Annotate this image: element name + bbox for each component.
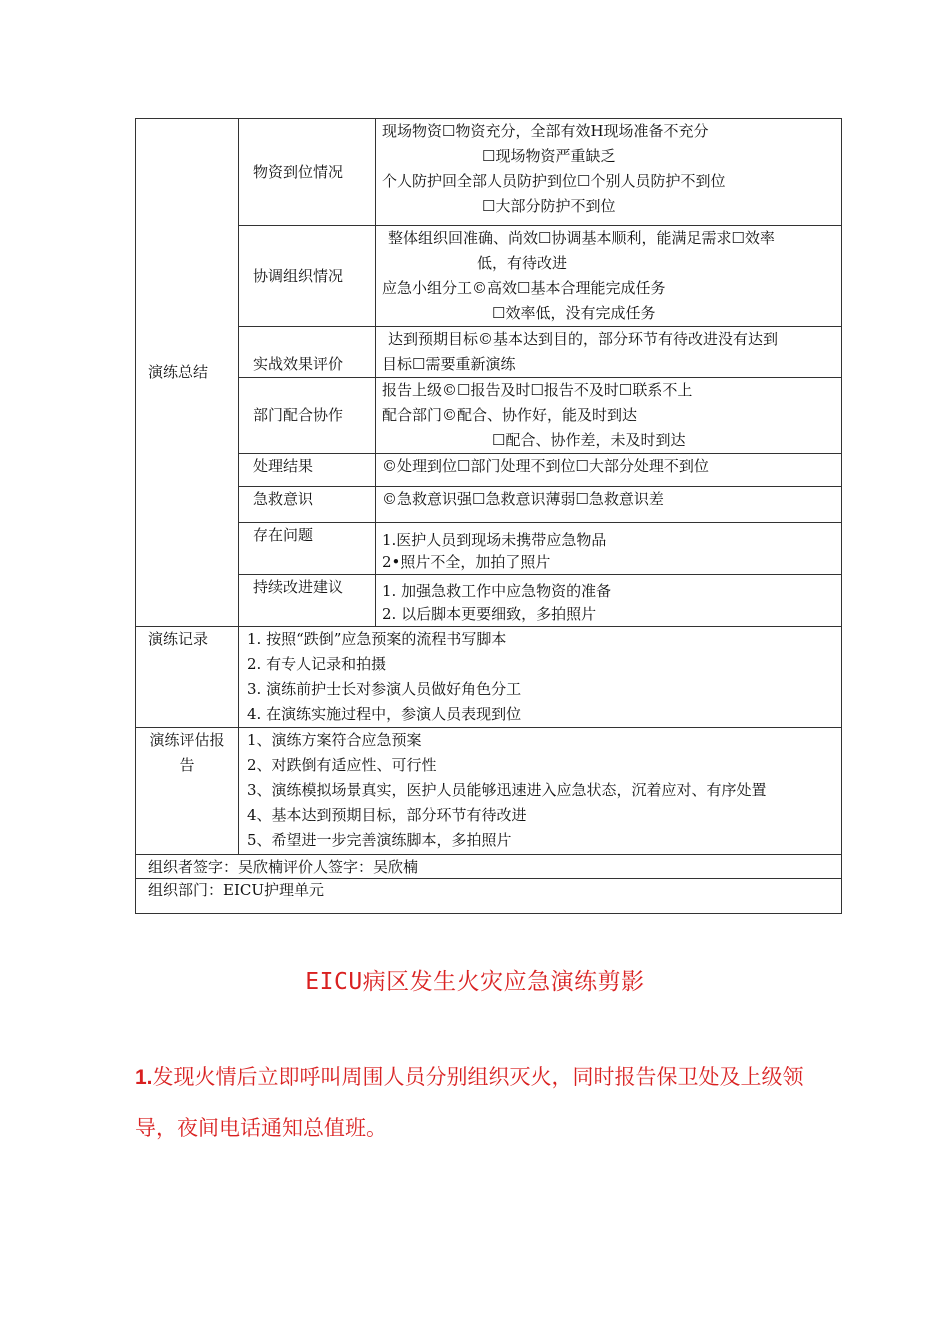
effect-content	[376, 327, 842, 378]
evaluation-label-line-2: 告	[179, 756, 195, 774]
evaluation-item-2: 2、对跌倒有适应性、可行性	[247, 756, 437, 774]
record-label: 演练记录	[136, 627, 239, 728]
row-result	[136, 454, 842, 487]
problems-line-1: 1.医护人员到现场未携带应急物品	[382, 531, 607, 549]
cooperation-line-2: 配合部门©配合、协作好，能及时到达	[382, 406, 638, 424]
evaluation-item-5: 5、希望进一步完善演练脚本，多拍照片	[247, 831, 512, 849]
evaluation-item-3: 3、演练模拟场景真实，医护人员能够迅速进入应急状态，沉着应对、有序处置	[247, 781, 767, 799]
row-signature	[136, 855, 842, 879]
materials-line-2: ☐现场物资严重缺乏	[482, 147, 616, 165]
step-paragraph	[135, 1052, 845, 1153]
evaluation-item-1: 1、演练方案符合应急预案	[247, 731, 422, 749]
row-improve	[136, 575, 842, 627]
cooperation-line-1: 报告上级©☐报告及时☐报告不及时☐联系不上	[382, 381, 693, 399]
awareness-content: ©急救意识强☐急救意识薄弱☐急救意识差	[376, 487, 842, 523]
improve-content	[376, 575, 842, 627]
effect-line-1: 达到预期目标©基本达到目的，部分环节有待改进没有达到	[388, 330, 779, 348]
evaluation-content	[239, 728, 842, 855]
problems-label: 存在问题	[239, 523, 376, 575]
improve-line-1: 1. 加强急救工作中应急物资的准备	[382, 582, 612, 600]
effect-line-2: 目标☐需要重新演练	[382, 355, 516, 373]
drill-evaluation-table	[135, 118, 842, 914]
materials-label: 物资到位情况	[239, 119, 376, 226]
signature-text: 组织者签字：吴欣楠评价人签字：吴欣楠	[136, 855, 842, 879]
department-text: 组织部门：EICU护理单元	[136, 879, 842, 914]
section-title: EICU病区发生火灾应急演练剪影	[305, 969, 645, 995]
row-effect	[136, 327, 842, 378]
materials-line-1: 现场物资☐物资充分，全部有效H现场准备不充分	[382, 122, 709, 140]
evaluation-label	[136, 728, 239, 855]
coordination-line-1: 整体组织回准确、尚效☐协调基本顺利，能满足需求☐效率	[388, 229, 775, 247]
result-content: ©处理到位☐部门处理不到位☐大部分处理不到位	[376, 454, 842, 487]
step-number: 1.	[135, 1066, 153, 1089]
problems-content	[376, 523, 842, 575]
materials-content	[376, 119, 842, 226]
awareness-label: 急救意识	[239, 487, 376, 523]
row-evaluation	[136, 728, 842, 855]
improve-label: 持续改进建议	[239, 575, 376, 627]
coordination-label: 协调组织情况	[239, 226, 376, 327]
cooperation-line-3: ☐配合、协作差，未及时到达	[492, 431, 686, 449]
record-item-4: 4. 在演练实施过程中，参演人员表现到位	[247, 705, 522, 723]
row-coordination	[136, 226, 842, 327]
effect-label: 实战效果评价	[239, 327, 376, 378]
problems-line-2: 2•照片不全，加拍了照片	[382, 553, 551, 571]
coordination-content	[376, 226, 842, 327]
improve-line-2: 2. 以后脚本更要细致，多拍照片	[382, 605, 597, 623]
row-department	[136, 879, 842, 914]
cooperation-label: 部门配合协作	[239, 378, 376, 454]
coordination-line-2: 低，有待改进	[477, 254, 568, 272]
record-content	[239, 627, 842, 728]
record-item-2: 2. 有专人记录和拍摄	[247, 655, 387, 673]
row-problems	[136, 523, 842, 575]
materials-line-3: 个人防护回全部人员防护到位☐个别人员防护不到位	[382, 172, 726, 190]
row-awareness	[136, 487, 842, 523]
cooperation-content	[376, 378, 842, 454]
summary-group-label: 演练总结	[136, 119, 239, 627]
record-item-3: 3. 演练前护士长对参演人员做好角色分工	[247, 680, 522, 698]
row-materials	[136, 119, 842, 226]
evaluation-label-line-1: 演练评估报	[149, 731, 225, 749]
row-record	[136, 627, 842, 728]
materials-line-4: ☐大部分防护不到位	[482, 197, 616, 215]
step-text: 发现火情后立即呼叫周围人员分别组织灭火，同时报告保卫处及上级领导，夜间电话通知总值班。	[135, 1065, 804, 1140]
coordination-line-4: ☐效率低，没有完成任务	[492, 304, 656, 322]
coordination-line-3: 应急小组分工©高效☐基本合理能完成任务	[382, 279, 666, 297]
evaluation-item-4: 4、基本达到预期目标，部分环节有待改进	[247, 806, 527, 824]
result-label: 处理结果	[239, 454, 376, 487]
record-item-1: 1. 按照“跌倒”应急预案的流程书写脚本	[247, 630, 507, 648]
row-cooperation	[136, 378, 842, 454]
